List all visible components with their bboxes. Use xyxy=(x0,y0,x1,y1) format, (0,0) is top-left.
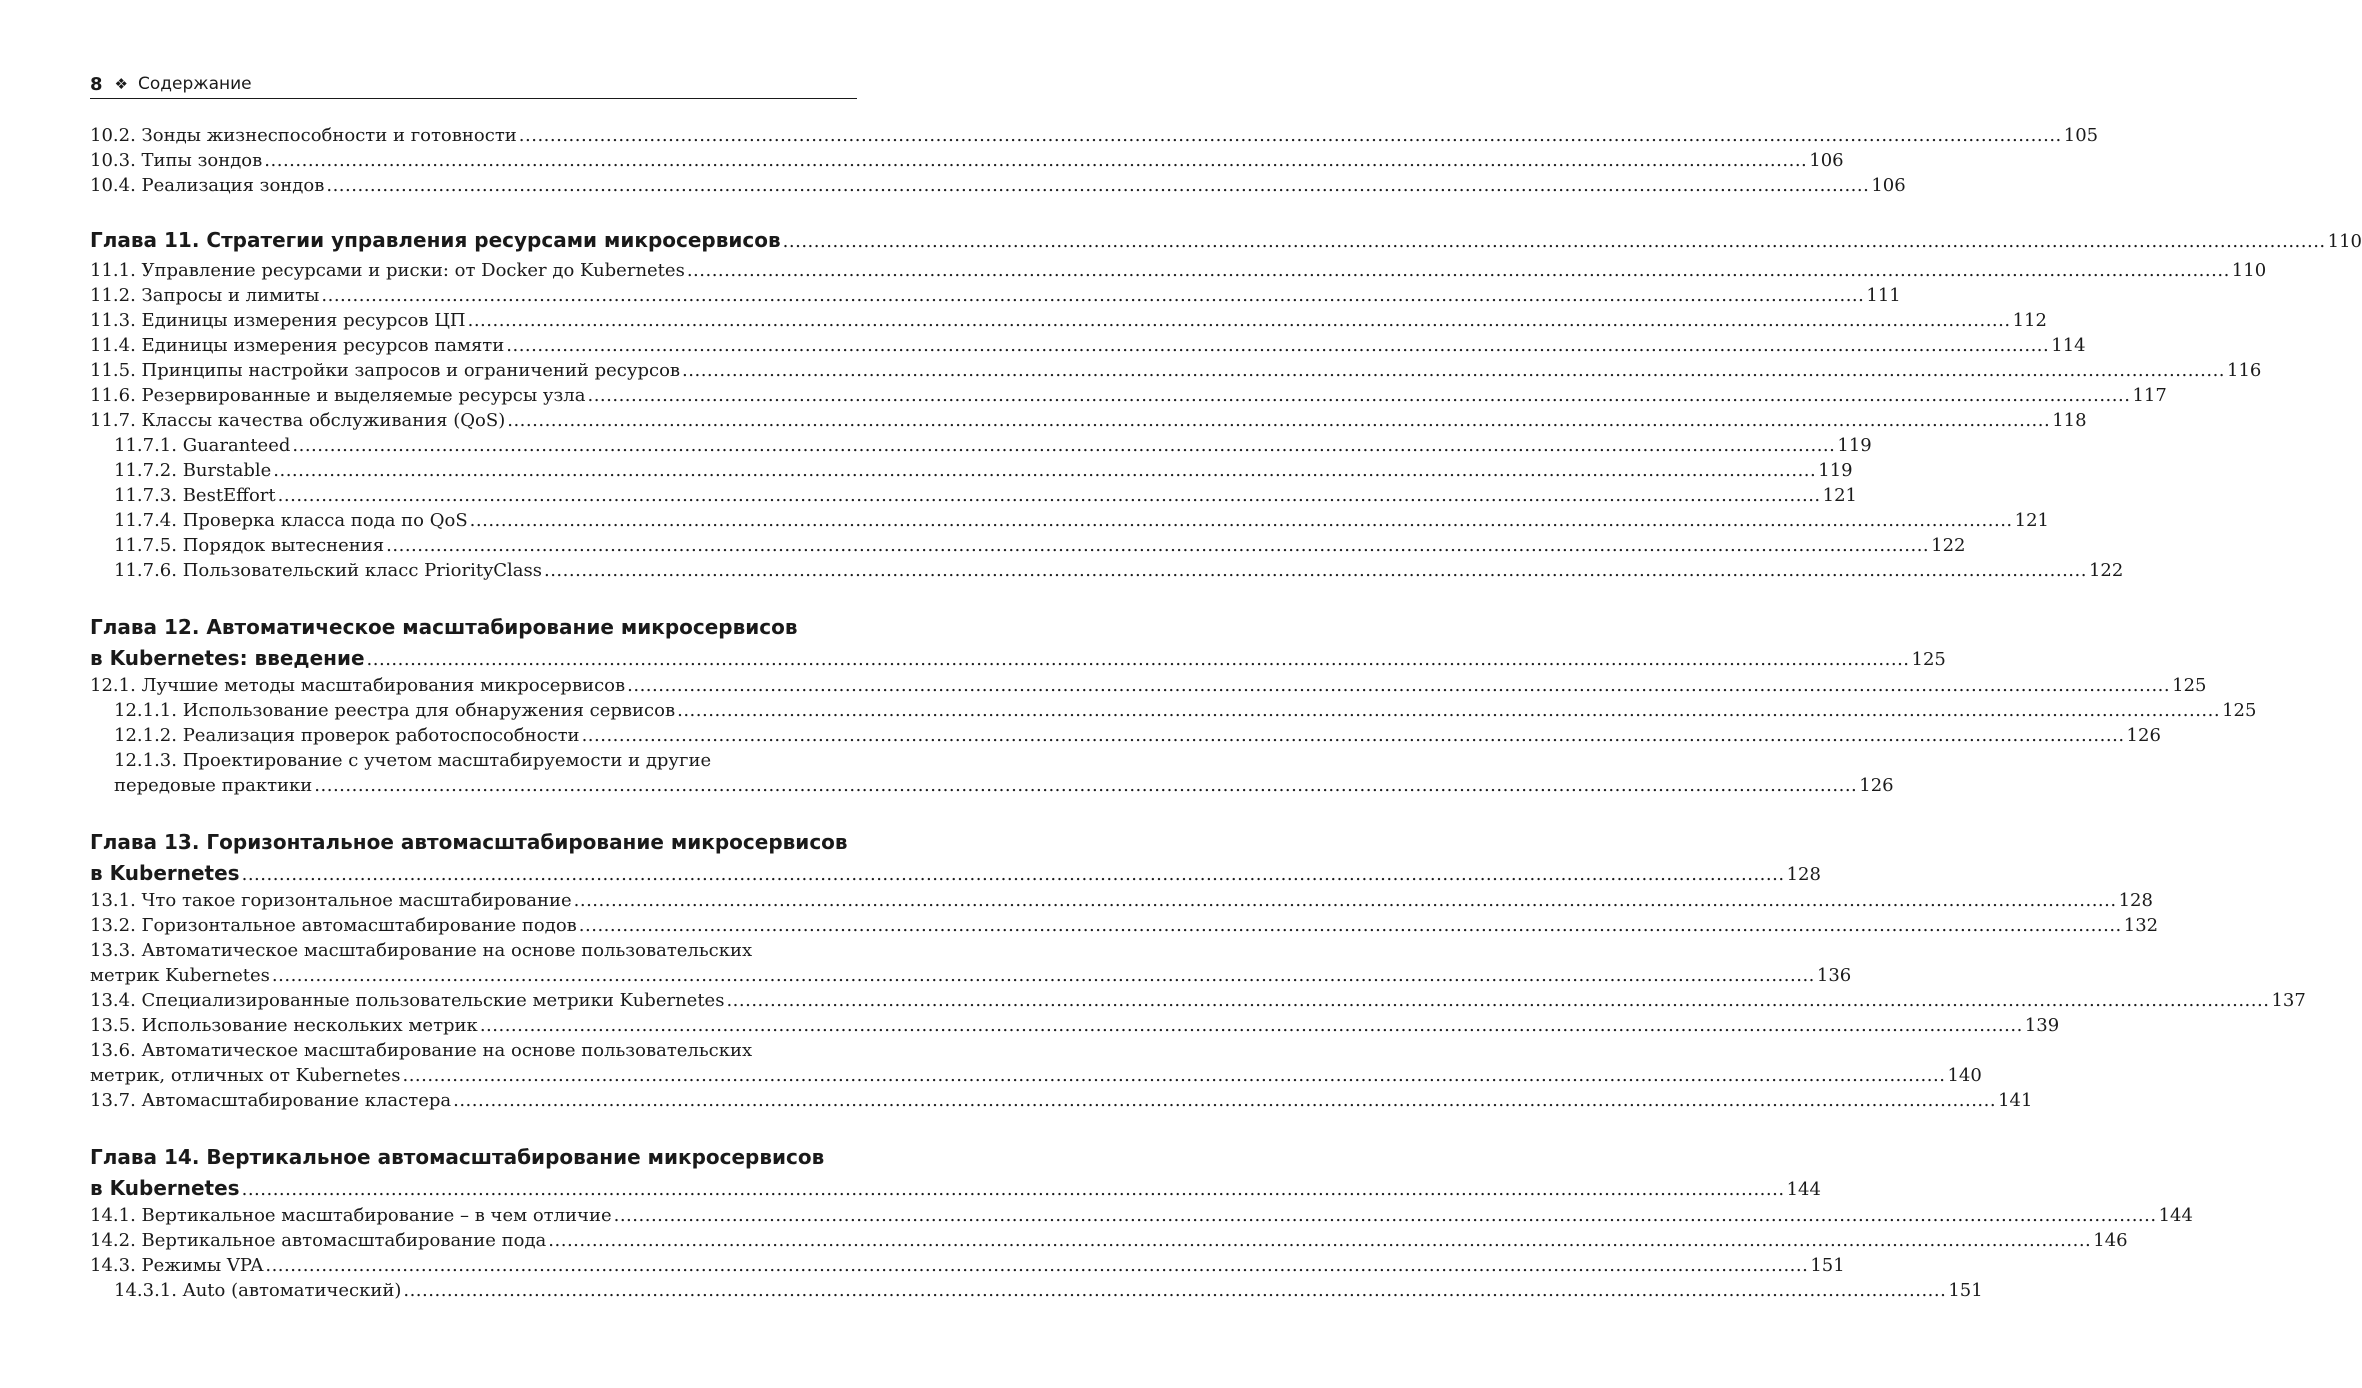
running-head-title: Содержание xyxy=(137,74,252,94)
toc-entry-title: 11.3. Единицы измерения ресурсов ЦП xyxy=(90,310,466,331)
toc-entry-title: 11.7.5. Порядок вытеснения xyxy=(114,535,385,556)
toc-entry[interactable] xyxy=(90,673,2207,698)
toc-entry-title: 14.1. Вертикальное масштабирование – в чем отличие xyxy=(90,1205,612,1226)
toc-chapter-title: Глава 11. Стратегии управления ресурсами микросервисов xyxy=(90,228,781,252)
toc-entry-title: 14.3. Режимы VPA xyxy=(90,1255,264,1276)
toc-entry[interactable] xyxy=(90,308,2047,333)
toc-leader-dots xyxy=(321,283,1864,308)
toc-entry-title: 12.1.3. Проектирование с учетом масштабируемости и другие xyxy=(114,750,712,771)
toc-page-number: 110 xyxy=(2327,231,2362,252)
toc-entry[interactable] xyxy=(90,123,2099,148)
toc-leader-dots xyxy=(519,123,2062,148)
toc-chapter-first-line[interactable] xyxy=(90,827,857,857)
toc-entry-title: 13.6. Автоматическое масштабирование на основе пользовательских xyxy=(90,1040,753,1061)
toc-chapter[interactable] xyxy=(90,643,1946,673)
toc-entry[interactable] xyxy=(90,558,2124,583)
toc-entry[interactable] xyxy=(90,533,1966,558)
toc-entry-title: 13.1. Что такое горизонтальное масштабирование xyxy=(90,890,572,911)
toc-page-number: 125 xyxy=(2172,675,2207,696)
toc-entry-title: 13.2. Горизонтальное автомасштабирование подов xyxy=(90,915,577,936)
toc-leader-dots xyxy=(544,558,2087,583)
toc-entry[interactable] xyxy=(90,173,1906,198)
toc-leader-dots xyxy=(314,773,1857,798)
toc-leader-dots xyxy=(480,1013,2023,1038)
toc-leader-dots xyxy=(614,1203,2157,1228)
toc-page-number: 126 xyxy=(2126,725,2161,746)
toc-page-number: 106 xyxy=(1871,175,1906,196)
toc-entry[interactable] xyxy=(90,283,1901,308)
toc-entry[interactable] xyxy=(90,258,2267,283)
toc-page-number: 111 xyxy=(1866,285,1901,306)
toc-page-number: 125 xyxy=(2222,700,2257,721)
toc-entry[interactable] xyxy=(90,1013,2060,1038)
toc-entry-title: 11.7.6. Пользовательский класс PriorityClass xyxy=(114,560,542,581)
toc-page-number: 121 xyxy=(2014,510,2049,531)
toc-page-number: 144 xyxy=(2158,1205,2193,1226)
toc-entry-title: 13.4. Специализированные пользовательские метрики Kubernetes xyxy=(90,990,725,1011)
toc-leader-dots xyxy=(272,963,1815,988)
toc-leader-dots xyxy=(468,308,2011,333)
toc-entry-title: 11.6. Резервированные и выделяемые ресурсы узла xyxy=(90,385,586,406)
toc-entry[interactable] xyxy=(90,888,2153,913)
toc-leader-dots xyxy=(506,333,2049,358)
toc-chapter-first-line[interactable] xyxy=(90,1142,857,1172)
toc-page-number: 144 xyxy=(1786,1179,1821,1200)
toc-page-number: 117 xyxy=(2132,385,2167,406)
toc-page-number: 151 xyxy=(1948,1280,1983,1301)
toc-entry[interactable] xyxy=(90,148,1844,173)
toc-leader-dots xyxy=(687,258,2230,283)
toc-entry[interactable] xyxy=(90,508,2049,533)
toc-entry-title: 14.3.1. Auto (автоматический) xyxy=(114,1280,402,1301)
toc-leader-dots xyxy=(265,1253,1808,1278)
toc-entry-title: 11.4. Единицы измерения ресурсов памяти xyxy=(90,335,505,356)
toc-entry-first-line[interactable] xyxy=(90,938,857,963)
toc-leader-dots xyxy=(582,723,2125,748)
toc-leader-dots xyxy=(367,645,1910,675)
toc-entry-title: 13.5. Использование нескольких метрик xyxy=(90,1015,478,1036)
toc-entry-first-line[interactable] xyxy=(90,1038,857,1063)
ornament-icon: ❖ xyxy=(114,75,128,93)
toc-leader-dots xyxy=(278,483,1821,508)
toc-entry[interactable] xyxy=(90,913,2159,938)
toc-page-number: 128 xyxy=(1786,864,1821,885)
toc-entry[interactable] xyxy=(90,1203,2193,1228)
toc-page-number: 119 xyxy=(1837,435,1872,456)
toc-entry[interactable] xyxy=(90,458,1853,483)
toc-entry[interactable] xyxy=(90,723,2161,748)
toc-page-number: 139 xyxy=(2024,1015,2060,1036)
toc-entry-title: 11.7.1. Guaranteed xyxy=(114,435,291,456)
toc-page-number: 114 xyxy=(2051,335,2086,356)
toc-page-number: 132 xyxy=(2123,915,2159,936)
toc-page-number: 151 xyxy=(1810,1255,1845,1276)
toc-chapter-title: Глава 14. Вертикальное автомасштабирование микросервисов xyxy=(90,1145,825,1169)
toc-chapter-title-continued: в Kubernetes xyxy=(90,1176,240,1200)
toc-page-number: 106 xyxy=(1809,150,1844,171)
toc-chapter[interactable] xyxy=(90,225,2362,255)
toc-chapter-first-line[interactable] xyxy=(90,612,857,642)
toc-leader-dots xyxy=(242,860,1785,890)
toc-entry-title: 10.4. Реализация зондов xyxy=(90,175,325,196)
toc-entry-title: 12.1. Лучшие методы масштабирования микросервисов xyxy=(90,675,626,696)
toc-leader-dots xyxy=(470,508,2013,533)
toc-chapter[interactable] xyxy=(90,1173,1821,1203)
toc-chapter-title-continued: в Kubernetes xyxy=(90,861,240,885)
toc-page-number: 126 xyxy=(1859,775,1894,796)
toc-entry-title: 10.2. Зонды жизнеспособности и готовности xyxy=(90,125,517,146)
toc-leader-dots xyxy=(264,148,1807,173)
toc-entry-title: 11.7.4. Проверка класса пода по QoS xyxy=(114,510,468,531)
toc-entry-first-line[interactable] xyxy=(90,748,857,773)
toc-leader-dots xyxy=(403,1278,1946,1303)
toc-chapter-title: Глава 12. Автоматическое масштабирование микросервисов xyxy=(90,615,798,639)
toc-page-number: 140 xyxy=(1947,1065,1982,1086)
toc-page-number: 136 xyxy=(1816,965,1852,986)
toc-entry-title-continued: метрик, отличных от Kubernetes xyxy=(90,1065,401,1086)
toc-page-number: 122 xyxy=(1931,535,1966,556)
toc-entry-title: 10.3. Типы зондов xyxy=(90,150,263,171)
toc-leader-dots xyxy=(587,383,2130,408)
toc-entry-title: 13.3. Автоматическое масштабирование на основе пользовательских xyxy=(90,940,753,961)
toc-leader-dots xyxy=(677,698,2220,723)
toc-chapter-title-continued: в Kubernetes: введение xyxy=(90,646,365,670)
toc-leader-dots xyxy=(579,913,2122,938)
toc-entry[interactable] xyxy=(90,1253,1845,1278)
toc-entry-title: 11.5. Принципы настройки запросов и ограничений ресурсов xyxy=(90,360,681,381)
toc-page-number: 119 xyxy=(1818,460,1853,481)
toc-leader-dots xyxy=(627,673,2170,698)
toc-leader-dots xyxy=(453,1088,1996,1113)
toc-page-number: 137 xyxy=(2271,990,2306,1011)
toc-entry[interactable] xyxy=(90,383,2167,408)
toc-chapter[interactable] xyxy=(90,858,1821,888)
toc-leader-dots xyxy=(326,173,1869,198)
toc-entry-title: 12.1.2. Реализация проверок работоспособности xyxy=(114,725,580,746)
toc-page-number: 121 xyxy=(1822,485,1857,506)
toc-entry-title: 11.7.2. Burstable xyxy=(114,460,272,481)
toc-entry-title: 14.2. Вертикальное автомасштабирование пода xyxy=(90,1230,547,1251)
toc-entry-title-continued: передовые практики xyxy=(114,775,313,796)
toc-page-number: 116 xyxy=(2227,360,2262,381)
toc-entry[interactable] xyxy=(90,773,1894,798)
running-head xyxy=(90,70,857,99)
toc-page-number: 128 xyxy=(2118,890,2153,911)
toc-leader-dots xyxy=(682,358,2225,383)
toc-entry-title: 13.7. Автомасштабирование кластера xyxy=(90,1090,452,1111)
toc-page-number: 141 xyxy=(1998,1090,2033,1111)
toc-entry[interactable] xyxy=(90,988,2306,1013)
toc-page-number: 112 xyxy=(2012,310,2047,331)
toc-entry[interactable] xyxy=(90,1088,2033,1113)
toc-leader-dots xyxy=(242,1175,1785,1205)
toc-entry[interactable] xyxy=(90,963,1852,988)
toc-page-number: 118 xyxy=(2052,410,2087,431)
toc-entry[interactable] xyxy=(90,1228,2128,1253)
toc-entry[interactable] xyxy=(90,358,2262,383)
toc-page-number: 146 xyxy=(2093,1230,2128,1251)
toc-leader-dots xyxy=(273,458,1816,483)
toc-page-number: 125 xyxy=(1911,649,1946,670)
toc-leader-dots xyxy=(574,888,2117,913)
toc-entry[interactable] xyxy=(90,333,2086,358)
toc-page-number: 110 xyxy=(2231,260,2267,281)
toc-entry[interactable] xyxy=(90,1278,1983,1303)
toc-leader-dots xyxy=(402,1063,1945,1088)
toc-entry-title: 11.2. Запросы и лимиты xyxy=(90,285,320,306)
toc-entry-title: 11.7.3. BestEffort xyxy=(114,485,276,506)
toc-leader-dots xyxy=(292,433,1835,458)
toc-entry-title: 12.1.1. Использование реестра для обнаружения сервисов xyxy=(114,700,676,721)
toc-leader-dots xyxy=(726,988,2269,1013)
toc-leader-dots xyxy=(507,408,2050,433)
toc-entry[interactable] xyxy=(90,483,1857,508)
toc-entry[interactable] xyxy=(90,698,2257,723)
toc-entry-title: 11.1. Управление ресурсами и риски: от Docker до Kubernetes xyxy=(90,260,685,281)
toc-entry[interactable] xyxy=(90,1063,1982,1088)
toc-chapter-title: Глава 13. Горизонтальное автомасштабирование микросервисов xyxy=(90,830,848,854)
toc-page-number: 105 xyxy=(2063,125,2099,146)
toc-entry[interactable] xyxy=(90,433,1872,458)
toc-entry-title: 11.7. Классы качества обслуживания (QoS) xyxy=(90,410,506,431)
toc-entry[interactable] xyxy=(90,408,2087,433)
toc-leader-dots xyxy=(783,227,2326,257)
page-number: 8 xyxy=(90,73,103,95)
toc-entry-title-continued: метрик Kubernetes xyxy=(90,965,270,986)
toc-leader-dots xyxy=(386,533,1929,558)
toc-page-number: 122 xyxy=(2088,560,2124,581)
toc-leader-dots xyxy=(548,1228,2091,1253)
